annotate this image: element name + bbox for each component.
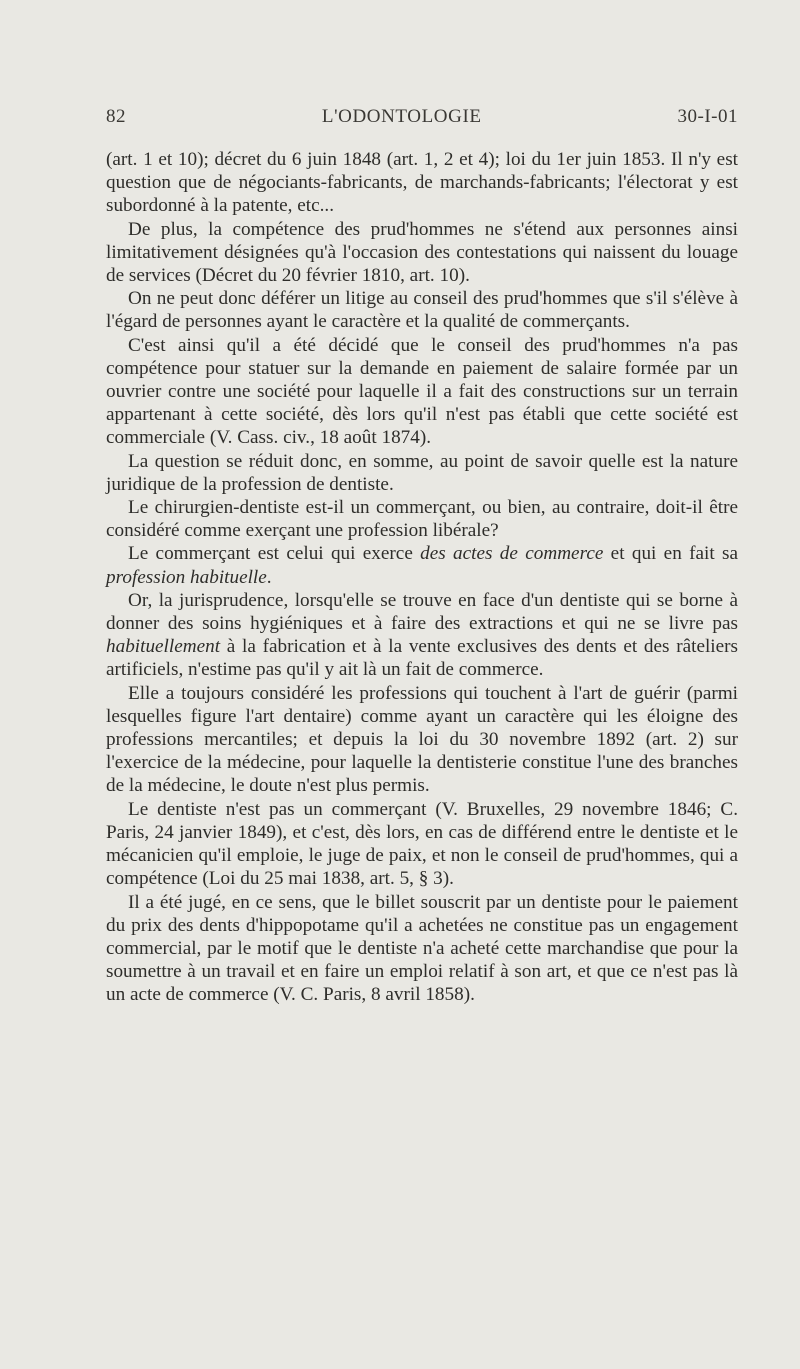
body-text [106, 148, 738, 1007]
text-run: . [266, 566, 272, 588]
paragraph [106, 682, 738, 798]
text-run: (art. 1 et 10); décret du 6 juin 1848 (art. 1, 2 et 4); loi du 1er juin 1853. Il n'y est question que de négociants-fabricants, de marchands-fabricants; l'électorat y est subordonné à la patente, etc... [106, 149, 738, 217]
italic-text: des actes de commerce [420, 543, 604, 565]
text-run: Il a été jugé, en ce sens, que le billet souscrit par un dentiste pour le paiement du prix des dents d'hippopotame qu'il a achetées ne constitue pas un engagement commercial, par le motif que le dentiste n'a acheté cette marchandise que pour la soumettre à un travail et en faire un emploi relatif à son art, et que ce n'est pas là un acte de commerce (V. C. Paris, 8 avril 1858). [106, 891, 738, 1006]
paragraph [106, 218, 738, 288]
running-header [106, 106, 738, 136]
italic-text: habituellement [106, 636, 221, 658]
text-run: à la fabrication et à la vente exclusives des dents et des râteliers artificiels, n'estime pas qu'il y ait là un fait de commerce. [106, 636, 738, 681]
journal-title: L'ODONTOLOGIE [321, 106, 482, 127]
text-run: Le chirurgien-dentiste est-il un commerçant, ou bien, au contraire, doit-il être considéré comme exerçant une profession libérale? [106, 497, 738, 542]
text-run: On ne peut donc déférer un litige au conseil des prud'hommes que s'il s'élève à l'égard de personnes ayant le caractère et la qualité de commerçants. [106, 288, 738, 333]
paragraph [106, 334, 738, 450]
paragraph [106, 798, 738, 891]
paragraph [106, 287, 738, 333]
paragraph [106, 589, 738, 682]
paragraph [106, 148, 738, 218]
text-run: Elle a toujours considéré les professions qui touchent à l'art de guérir (parmi lesquelles figure l'art dentaire) comme ayant un caractère qui les éloigne des professions mercantiles; et depuis la loi du 30 novembre 1892 (art. 2) sur l'exercice de la médecine, pour laquelle la dentisterie constitue l'une des branches de la médecine, le doute n'est plus permis. [106, 682, 738, 797]
issue-date: 30-I-01 [677, 106, 738, 127]
italic-text: profession habituelle [106, 566, 267, 588]
page-number: 82 [106, 106, 126, 127]
text-run: Le commerçant est celui qui exerce [128, 543, 421, 565]
text-run: De plus, la compétence des prud'hommes ne s'étend aux personnes ainsi limitativement désignées qu'à l'occasion des contestations qui naissent du louage de services (Décret du 20 février 1810, art. 10). [106, 218, 738, 287]
text-run: C'est ainsi qu'il a été décidé que le conseil des prud'hommes n'a pas compétence pour statuer sur la demande en paiement de salaire formée par un ouvrier contre une société pour laquelle il a fait des constructions sur un terrain appartenant à cette société, dès lors qu'il n'est pas établi que cette société est commerciale (V. Cass. civ., 18 août 1874). [106, 334, 738, 449]
text-run: Or, la jurisprudence, lorsqu'elle se trouve en face d'un dentiste qui se borne à donner des soins hygiéniques et à faire des extractions et qui ne se livre pas [106, 589, 738, 635]
paragraph [106, 450, 738, 496]
paragraph [106, 891, 738, 1007]
paragraph [106, 496, 738, 542]
text-run: et qui en fait sa [603, 543, 738, 565]
text-run: La question se réduit donc, en somme, au point de savoir quelle est la nature juridique de la profession de dentiste. [106, 450, 738, 495]
text-run: Le dentiste n'est pas un commerçant (V. Bruxelles, 29 novembre 1846; C. Paris, 24 janvier 1849), et c'est, dès lors, en cas de différend entre le dentiste et le mécanicien qu'il emploie, le juge de paix, et non le conseil de prud'hommes, qui a compétence (Loi du 25 mai 1838, art. 5, § 3). [106, 798, 738, 890]
paragraph [106, 542, 738, 588]
